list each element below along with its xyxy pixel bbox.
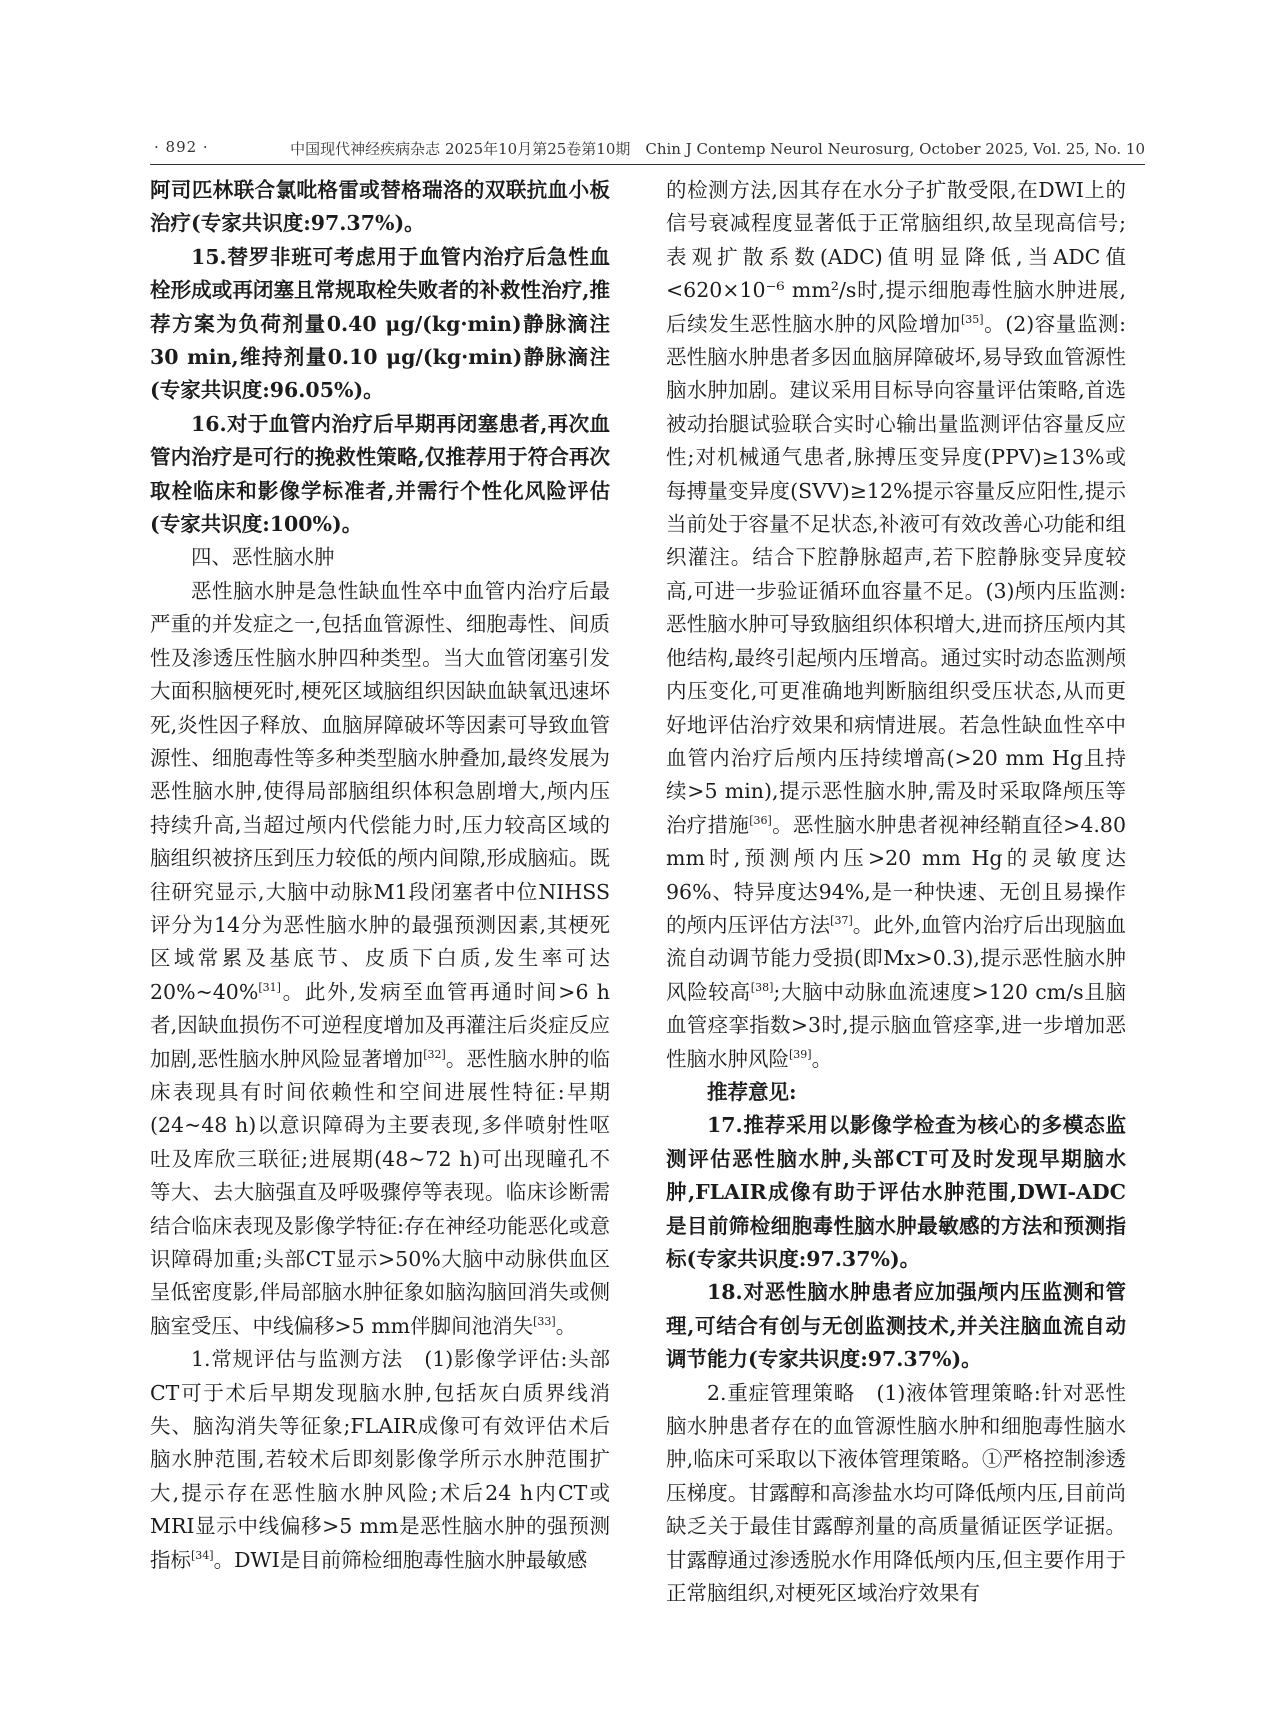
text-run: 。 bbox=[555, 1313, 577, 1338]
recommendation-17: 17.推荐采用以影像学检查为核心的多模态监测评估恶性脑水肿,头部CT可及时发现早期脑水肿,FLAIR成像有助于评估水肿范围,DWI-ADC是目前筛检细胞毒性脑水肿最敏感的方法和预测指标(专家共识度:97.37%)。 bbox=[666, 1113, 1126, 1271]
recommendation-15: 15.替罗非班可考虑用于血管内治疗后急性血栓形成或再闭塞且常规取栓失败者的补救性治疗,推荐方案为负荷剂量0.40 μg/(kg·min)静脉滴注30 min,维持剂量0.10 μg/(kg·min)静脉滴注(专家共识度:96.05%)。 bbox=[150, 244, 610, 403]
running-header bbox=[150, 136, 1145, 165]
recommendation-18: 18.对恶性脑水肿患者应加强颅内压监测和管理,可结合有创与无创监测技术,并关注脑血流自动调节能力(专家共识度:97.37%)。 bbox=[666, 1280, 1126, 1372]
body-paragraph-critical-care: 2.重症管理策略 (1)液体管理策略:针对恶性脑水肿患者存在的血管源性脑水肿和细胞毒性脑水肿,临床可采取以下液体管理策略。①严格控制渗透压梯度。甘露醇和高渗盐水均可降低颅内压,目前尚缺乏关于最佳甘露醇剂量的高质量循证医学证据。甘露醇通过渗透脱水作用降低颅内压,但主要作用于正常脑组织,对梗死区域治疗效果有 bbox=[666, 1380, 1126, 1606]
page-number: · 892 · bbox=[154, 138, 209, 156]
text-run: 的检测方法,因其存在水分子扩散受限,在DWI上的信号衰减程度显著低于正常脑组织,故呈现高信号;表观扩散系数(ADC)值明显降低,当ADC值<620×10⁻⁶ mm²/s时,提示细胞毒性脑水肿进展,后续发生恶性脑水肿的风险增加 bbox=[666, 178, 1126, 336]
body-paragraph-monitoring bbox=[666, 174, 1126, 1076]
citation-ref: [37] bbox=[830, 914, 853, 928]
text-run: 。 bbox=[811, 1046, 833, 1071]
text-run: 。此外,发病至血管再通时间>6 h者,因缺血损伤不可逆程度增加及再灌注后炎症反应加剧,恶性脑水肿风险显著增加 bbox=[150, 979, 610, 1071]
text-run: 。(2)容量监测:恶性脑水肿患者多因血脑屏障破坏,易导致血管源性脑水肿加剧。建议采用目标导向容量评估策略,首选被动抬腿试验联合实时心输出量监测评估容量反应性;对机械通气患者,脉搏压变异度(PPV)≥13%或每搏量变异度(SVV)≥12%提示容量反应阳性,提示当前处于容量不足状态,补液可有效改善心功能和组织灌注。结合下腔静脉超声,若下腔静脉变异度较高,可进一步验证循环血容量不足。(3)颅内压监测:恶性脑水肿可导致脑组织体积增大,进而挤压颅内其他结构,最终引起颅内压增高。通过实时动态监测颅内压变化,可更准确地判断脑组织受压状态,从而更好地评估治疗效果和病情进展。若急性缺血性卒中血管内治疗后颅内压持续增高(>20 mm Hg且持续>5 min),提示恶性脑水肿,需及时采取降颅压等治疗措施 bbox=[666, 311, 1126, 837]
recommendation-16: 16.对于血管内治疗后早期再闭塞患者,再次血管内治疗是可行的挽救性策略,仅推荐用于符合再次取栓临床和影像学标准者,并需行个性化风险评估(专家共识度:100%)。 bbox=[150, 411, 610, 537]
citation-ref: [33] bbox=[533, 1314, 556, 1328]
text-run: ;大脑中动脉血流速度>120 cm/s且脑血管痉挛指数>3时,提示脑血管痉挛,进一步增加恶性脑水肿风险 bbox=[666, 979, 1127, 1071]
left-column bbox=[150, 174, 610, 1577]
recommendations-heading: 推荐意见: bbox=[707, 1079, 797, 1104]
text-run: 恶性脑水肿是急性缺血性卒中血管内治疗后最严重的并发症之一,包括血管源性、细胞毒性、间质性及渗透压性脑水肿四种类型。当大血管闭塞引发大面积脑梗死时,梗死区域脑组织因缺血缺氧迅速坏死,炎性因子释放、血脑屏障破坏等因素可导致血管源性、细胞毒性等多种类型脑水肿叠加,最终发展为恶性脑水肿,使得局部脑组织体积急剧增大,颅内压持续升高,当超过颅内代偿能力时,压力较高区域的脑组织被挤压到压力较低的颅内间隙,形成脑疝。既往研究显示,大脑中动脉M1段闭塞者中位NIHSS评分为14分为恶性脑水肿的最强预测因素,其梗死区域常累及基底节、皮质下白质,发生率可达20%~40% bbox=[150, 578, 610, 1004]
text-run: 1.常规评估与监测方法 (1)影像学评估:头部CT可于术后早期发现脑水肿,包括灰白质界线消失、脑沟消失等征象;FLAIR成像可有效评估术后脑水肿范围,若较术后即刻影像学所示水肿范围扩大,提示存在恶性脑水肿风险;术后24 h内CT或MRI显示中线偏移>5 mm是恶性脑水肿的强预测指标 bbox=[150, 1347, 610, 1572]
citation-ref: [38] bbox=[750, 980, 774, 994]
text-run: 。恶性脑水肿的临床表现具有时间依赖性和空间进展性特征:早期(24~48 h)以意识障碍为主要表现,多伴喷射性呕吐及库欣三联征;进展期(48~72 h)可出现瞳孔不等大、去大脑强直及呼吸骤停等表现。临床诊断需结合临床表现及影像学特征:存在神经功能恶化或意识障碍加重;头部CT显示>50%大脑中动脉供血区呈低密度影,伴局部脑水肿征象如脑沟脑回消失或侧脑室受压、中线偏移>5 mm伴脚间池消失 bbox=[150, 1046, 611, 1338]
citation-ref: [32] bbox=[423, 1047, 446, 1061]
body-paragraph-edema-overview bbox=[150, 575, 610, 1343]
citation-ref: [31] bbox=[258, 980, 281, 994]
text-run: 。此外,血管内治疗后出现脑血流自动调节能力受损(即Mx>0.3),提示恶性脑水肿风险较高 bbox=[666, 912, 1127, 1004]
right-column bbox=[666, 174, 1126, 1610]
body-paragraph-assessment-methods bbox=[150, 1343, 610, 1577]
citation-ref: [39] bbox=[789, 1047, 812, 1061]
recommendation-14-continued: 阿司匹林联合氯吡格雷或替格瑞洛的双联抗血小板治疗(专家共识度:97.37%)。 bbox=[150, 178, 610, 236]
journal-citation: 中国现代神经疾病杂志 2025年10月第25卷第10期 Chin J Contemp Neurol Neurosurg, October 2025, Vol. 25, No. 10 bbox=[290, 140, 1145, 158]
section-heading-malignant-edema: 四、恶性脑水肿 bbox=[191, 545, 335, 570]
citation-ref: [35] bbox=[960, 312, 984, 326]
text-run: 。DWI是目前筛检细胞毒性脑水肿最敏感 bbox=[213, 1547, 588, 1572]
citation-ref: [34] bbox=[191, 1548, 214, 1562]
citation-ref: [36] bbox=[749, 813, 772, 827]
text-run: 。恶性脑水肿患者视神经鞘直径>4.80 mm时,预测颅内压>20 mm Hg的灵敏度达96%、特异度达94%,是一种快速、无创且易操作的颅内压评估方法 bbox=[666, 812, 1127, 937]
